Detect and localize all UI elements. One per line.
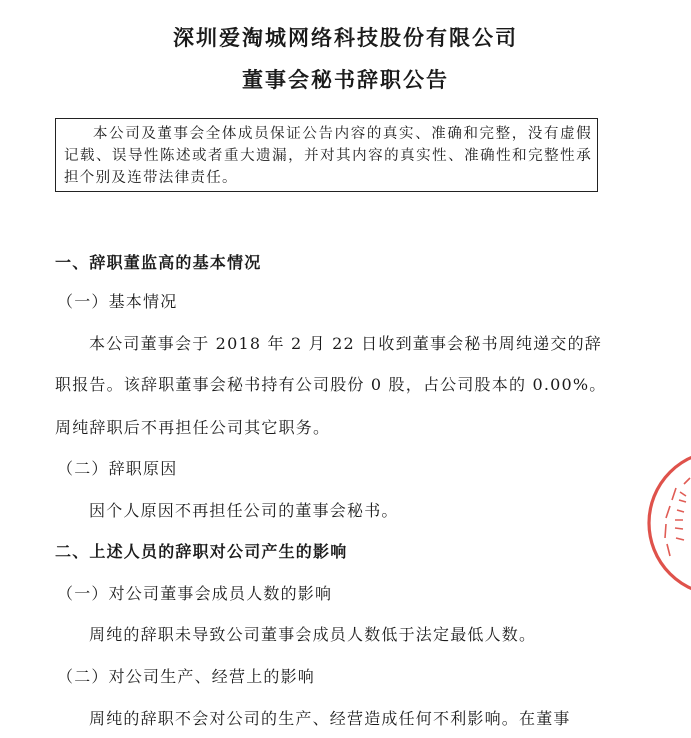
company-seal — [646, 448, 691, 598]
reason-paragraph: 因个人原因不再担任公司的董事会秘书。 — [89, 501, 399, 520]
operations-paragraph: 周纯的辞职不会对公司的生产、经营造成任何不利影响。在董事 — [89, 709, 571, 728]
disclaimer-box: 本公司及董事会全体成员保证公告内容的真实、准确和完整，没有虚假记载、误导性陈述或者重大遗漏，并对其内容的真实性、准确性和完整性承担个别及连带法律责任。 — [55, 118, 598, 192]
section-2-subheading-operations: （二）对公司生产、经营上的影响 — [57, 667, 316, 686]
company-name: 深圳爱淘城网络科技股份有限公司 — [173, 25, 518, 50]
board-size-paragraph: 周纯的辞职未导致公司董事会成员人数低于法定最低人数。 — [89, 625, 537, 644]
announcement-title: 董事会秘书辞职公告 — [242, 67, 449, 92]
section-1-heading: 一、辞职董监高的基本情况 — [55, 253, 262, 272]
basic-info-paragraph-line-3: 周纯辞职后不再担任公司其它职务。 — [55, 418, 331, 437]
section-2-subheading-board-size: （一）对公司董事会成员人数的影响 — [57, 584, 333, 603]
section-1-subheading-reason: （二）辞职原因 — [57, 459, 178, 478]
section-1-subheading-basic-info: （一）基本情况 — [57, 292, 178, 311]
basic-info-paragraph-line-2: 职报告。该辞职董事会秘书持有公司股份 0 股，占公司股本的 0.00%。 — [55, 375, 607, 394]
section-2-heading: 二、上述人员的辞职对公司产生的影响 — [55, 542, 348, 561]
basic-info-paragraph-line-1: 本公司董事会于 2018 年 2 月 22 日收到董事会秘书周纯递交的辞 — [89, 334, 602, 353]
